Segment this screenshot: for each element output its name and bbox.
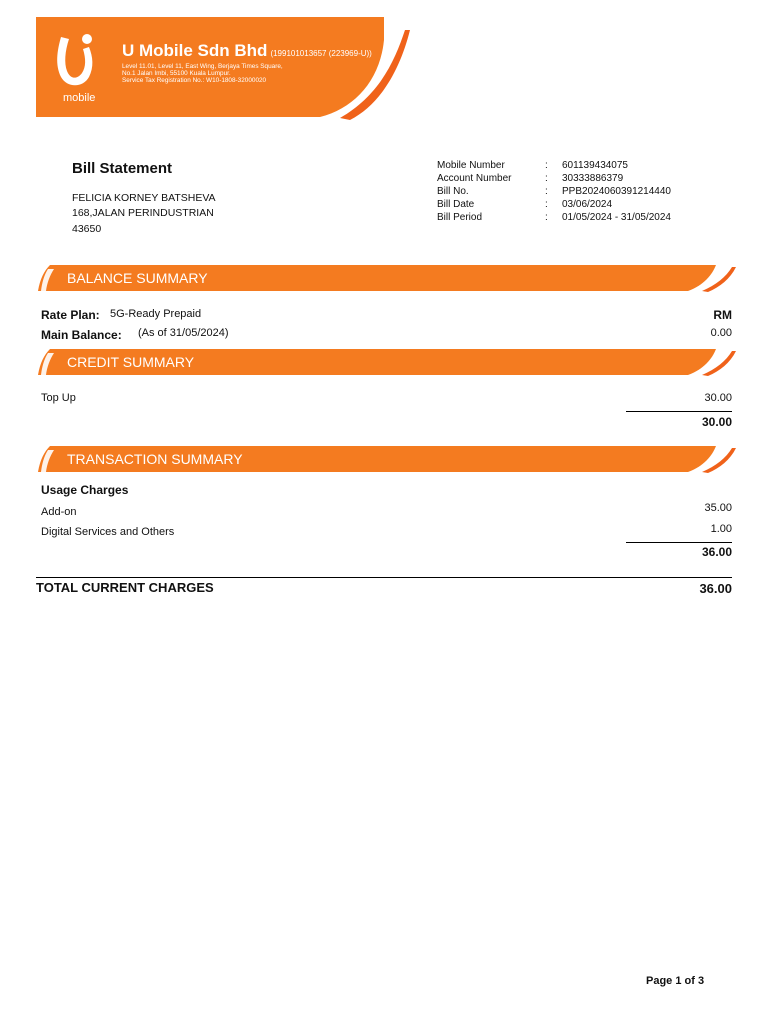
line-item-value: 1.00 [710, 523, 732, 535]
currency-label: RM [713, 308, 732, 322]
transaction-total-divider [626, 542, 732, 543]
header-banner [0, 0, 768, 130]
info-label-bill-date: Bill Date [437, 199, 475, 210]
info-value-bill-date: 03/06/2024 [562, 199, 613, 210]
logo-wordmark: mobile [63, 92, 96, 104]
usage-charges-label: Usage Charges [41, 483, 129, 497]
u-mobile-logo-icon [55, 33, 95, 91]
info-label-account-number: Account Number [437, 173, 512, 184]
credit-summary-title: CREDIT SUMMARY [67, 354, 195, 370]
customer-address-line2: 43650 [72, 223, 102, 235]
total-divider [36, 577, 732, 578]
company-address: Level 11.01, Level 11, East Wing, Berjaya Times Square, No.1 Jalan Imbi, 55100 Kuala Lumpur. Service Tax Registration No.: W10-1808-32000020 [122, 63, 283, 84]
total-current-charges-label: TOTAL CURRENT CHARGES [36, 580, 214, 595]
info-colon: : [545, 186, 548, 197]
info-label-bill-period: Bill Period [437, 212, 483, 223]
line-item-label: Add-on [41, 506, 77, 518]
info-colon: : [545, 160, 548, 171]
rate-plan-label: Rate Plan: [41, 308, 100, 322]
info-colon: : [545, 199, 548, 210]
company-name: U Mobile Sdn Bhd (199101013657 (223969-U)) [122, 41, 372, 60]
info-label-bill-no: Bill No. [437, 186, 469, 197]
transaction-total: 36.00 [701, 545, 732, 559]
info-value-bill-no: PPB2024060391214440 [562, 186, 671, 197]
total-current-charges-value: 36.00 [699, 581, 732, 596]
rate-plan-value: 5G-Ready Prepaid [110, 308, 202, 320]
balance-summary-title: BALANCE SUMMARY [67, 270, 208, 286]
page-number: Page 1 of 3 [646, 975, 705, 987]
topup-value: 30.00 [704, 392, 732, 404]
topup-label: Top Up [41, 392, 76, 404]
info-colon: : [545, 212, 548, 223]
company-registration: (199101013657 (223969-U)) [270, 49, 372, 58]
customer-address-line1: 168,JALAN PERINDUSTRIAN [72, 207, 214, 219]
customer-name: FELICIA KORNEY BATSHEVA [72, 192, 216, 204]
line-item-label: Digital Services and Others [41, 526, 175, 538]
main-balance-note: (As of 31/05/2024) [138, 327, 229, 339]
bill-statement-title: Bill Statement [72, 160, 173, 177]
transaction-summary-title: TRANSACTION SUMMARY [67, 451, 243, 467]
line-item-value: 35.00 [704, 502, 732, 514]
credit-total-divider [626, 411, 732, 412]
info-value-bill-period: 01/05/2024 - 31/05/2024 [562, 212, 671, 223]
main-balance-value: 0.00 [710, 327, 732, 339]
info-value-mobile-number: 601139434075 [562, 160, 628, 171]
info-value-account-number: 30333886379 [562, 173, 624, 184]
main-balance-label: Main Balance: [41, 328, 122, 342]
info-label-mobile-number: Mobile Number [437, 160, 505, 171]
credit-total: 30.00 [701, 415, 732, 429]
info-colon: : [545, 173, 548, 184]
